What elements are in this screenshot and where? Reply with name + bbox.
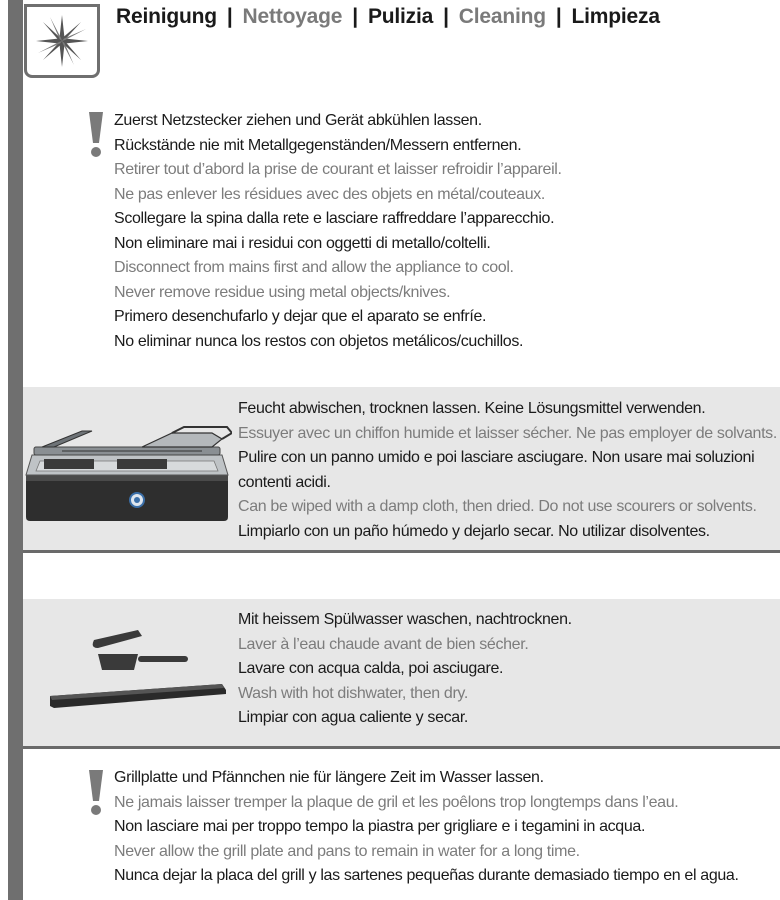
text-line: Non eliminare mai i residui con oggetti di metallo/coltelli. — [114, 234, 491, 252]
title-separator: | — [352, 5, 358, 28]
text-line: Never allow the grill plate and pans to remain in water for a long time. — [114, 842, 580, 860]
cleaning-star-icon — [34, 13, 90, 69]
text-line: Lavare con acqua calda, poi asciugare. — [238, 660, 504, 677]
text-line: Mit heissem Spülwasser waschen, nachtrocknen. — [238, 611, 572, 628]
exclamation-icon — [85, 110, 107, 158]
spatula-pan-plate-illustration — [42, 622, 232, 722]
title-de: Reinigung — [116, 5, 217, 28]
text-line: Feucht abwischen, trocknen lassen. Keine Lösungsmittel verwenden. — [238, 400, 706, 417]
section-soak-warning — [114, 766, 739, 889]
section-divider — [23, 550, 780, 553]
logo-box — [24, 4, 100, 78]
title-it: Pulizia — [367, 5, 434, 28]
side-accent-bar — [8, 0, 23, 900]
text-line: contenti acidi. — [238, 473, 331, 491]
section-wipe-instructions — [238, 397, 777, 544]
text-line: Primero desenchufarlo y dejar que el aparato se enfríe. — [114, 308, 487, 325]
text-line: Essuyer avec un chiffon humide et laisser sécher. Ne pas employer de solvants. — [238, 424, 777, 442]
section-wash-instructions — [238, 608, 572, 731]
text-line: Never remove residue using metal objects/knives. — [114, 283, 451, 301]
title-separator: | — [226, 5, 233, 28]
text-line: Non lasciare mai per troppo tempo la piastra per grigliare e i tegamini in acqua. — [114, 818, 646, 835]
text-line: Scollegare la spina dalla rete e lasciare raffreddare l’apparecchio. — [114, 210, 555, 227]
text-line: Ne pas enlever les résidues avec des objets en métal/couteaux. — [114, 185, 546, 203]
section-divider — [23, 746, 780, 749]
title-es: Limpieza — [571, 5, 660, 28]
text-line: Rückstände nie mit Metallgegenständen/Messern entfernen. — [114, 136, 522, 154]
text-line: Retirer tout d’abord la prise de courant et laisser refroidir l’appareil. — [114, 161, 562, 178]
text-line: Pulire con un panno umido e poi lasciare asciugare. Non usare mai soluzioni — [238, 449, 755, 466]
page-title — [116, 3, 660, 31]
title-separator: | — [443, 5, 449, 28]
title-separator: | — [555, 5, 562, 28]
text-line: Zuerst Netzstecker ziehen und Gerät abkühlen lassen. — [114, 112, 482, 129]
text-line: Ne jamais laisser tremper la plaque de gril et les poêlons trop longtemps dans l’eau. — [114, 793, 679, 811]
text-line: Grillplatte und Pfännchen nie für längere Zeit im Wasser lassen. — [114, 769, 544, 786]
raclette-grill-illustration — [22, 425, 232, 525]
exclamation-icon — [85, 768, 107, 816]
text-line: Wash with hot dishwater, then dry. — [238, 684, 468, 702]
section-unplug-warning — [114, 109, 562, 354]
text-line: Laver à l’eau chaude avant de bien sécher. — [238, 635, 529, 653]
title-en: Cleaning — [458, 5, 546, 28]
title-fr: Nettoyage — [242, 5, 343, 28]
text-line: Nunca dejar la placa del grill y las sartenes pequeñas durante demasiado tiempo en el agua. — [114, 867, 739, 884]
text-line: No eliminar nunca los restos con objetos metálicos/cuchillos. — [114, 332, 524, 350]
text-line: Disconnect from mains first and allow the appliance to cool. — [114, 259, 514, 276]
text-line: Limpiarlo con un paño húmedo y dejarlo secar. No utilizar disolventes. — [238, 522, 710, 540]
text-line: Can be wiped with a damp cloth, then dried. Do not use scourers or solvents. — [238, 498, 757, 515]
text-line: Limpiar con agua caliente y secar. — [238, 709, 469, 726]
